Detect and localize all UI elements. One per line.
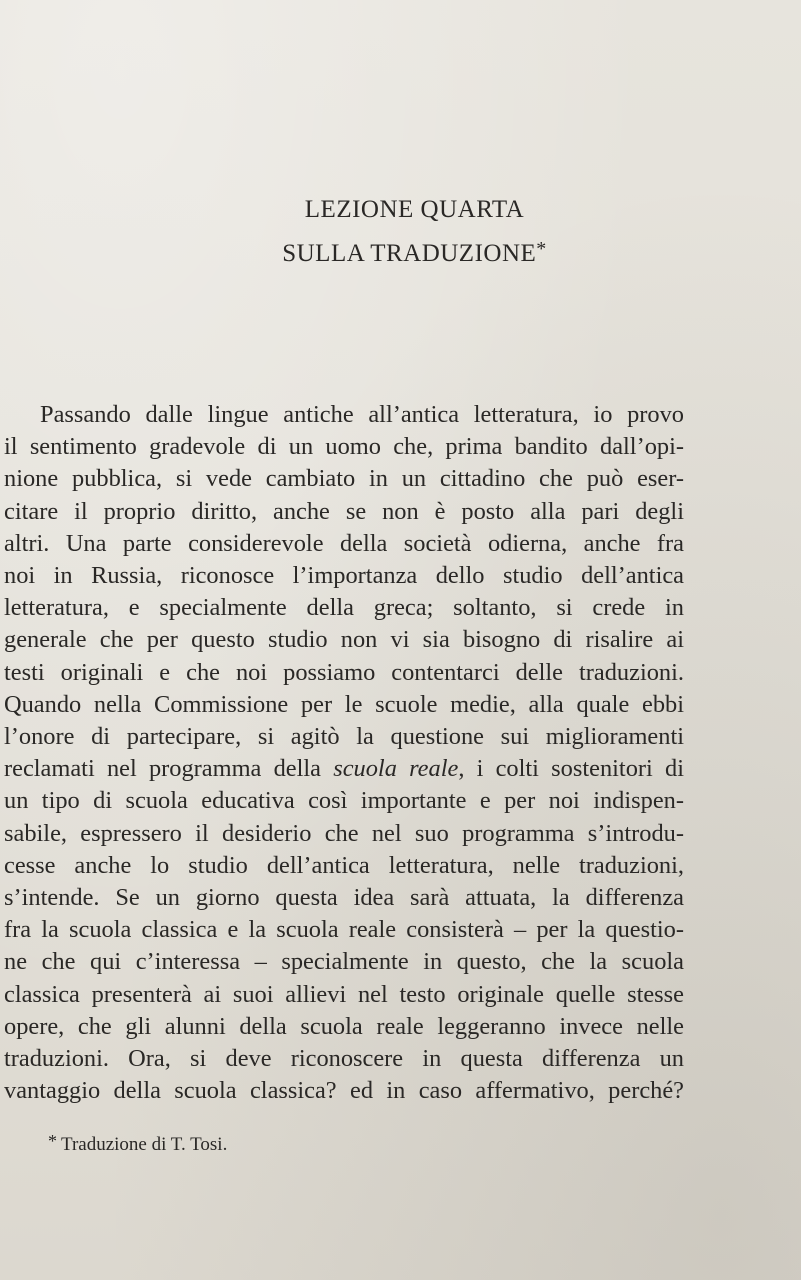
text-line: vantaggio della scuola classica? ed in caso affermativo, perché? (4, 1077, 684, 1105)
text-line: noi in Russia, riconosce l’importanza dello studio dell’antica (4, 562, 684, 590)
text-line: testi originali e che noi possiamo contentarci delle traduzioni. (4, 658, 684, 686)
text-line: l’onore di partecipare, si agitò la questione sui miglioramenti (4, 723, 684, 751)
text-line: generale che per questo studio non vi sia bisogno di risalire ai (4, 626, 684, 654)
footnote-mark: * (48, 1131, 57, 1151)
text-line: letteratura, e specialmente della greca; soltanto, si crede in (4, 594, 684, 622)
text-line: altri. Una parte considerevole della società odierna, anche fra (4, 529, 684, 557)
text-line: sabile, espressero il desiderio che nel suo programma s’introdu- (4, 819, 684, 847)
text-line: ne che qui c’interessa – specialmente in questo, che la scuola (4, 948, 684, 976)
text-line-with-italic (4, 753, 684, 785)
text-line: Passando dalle lingue antiche all’antica letteratura, io provo (40, 401, 684, 428)
text-line: fra la scuola classica e la scuola reale consisterà – per la questio- (4, 916, 684, 944)
text-line: nione pubblica, si vede cambiato in un cittadino che può eser- (4, 465, 684, 493)
chapter-title (14, 240, 801, 268)
text-line: citare il proprio diritto, anche se non è posto alla pari degli (4, 497, 684, 525)
chapter-title-text: SULLA TRADUZIONE (282, 240, 537, 267)
text-line: classica presenterà ai suoi allievi nel testo originale quelle stesse (4, 980, 684, 1008)
footnote-mark: * (536, 238, 547, 260)
text-line: un tipo di scuola educativa così importante e per noi indispen- (4, 787, 684, 815)
body-paragraph (4, 399, 684, 1107)
footnote-text: Traduzione di T. Tosi. (61, 1134, 228, 1155)
text-line: traduzioni. Ora, si deve riconoscere in questa differenza un (4, 1045, 684, 1073)
text-line: Quando nella Commissione per le scuole medie, alla quale ebbi (4, 690, 684, 718)
text-line: cesse anche lo studio dell’antica letteratura, nelle traduzioni, (4, 851, 684, 879)
text-segment: reclamati nel programma della (4, 755, 334, 783)
text-line: s’intende. Se un giorno questa idea sarà attuata, la differenza (4, 884, 684, 912)
text-line: il sentimento gradevole di un uomo che, prima bandito dall’opi- (4, 433, 684, 461)
chapter-label: LEZIONE QUARTA (304, 196, 525, 223)
text-segment: , i colti sostenitori di (458, 755, 684, 783)
italic-term: scuola reale (333, 755, 459, 783)
footnote (48, 1131, 228, 1156)
text-line: opere, che gli alunni della scuola reale leggeranno invece nelle (4, 1012, 684, 1040)
